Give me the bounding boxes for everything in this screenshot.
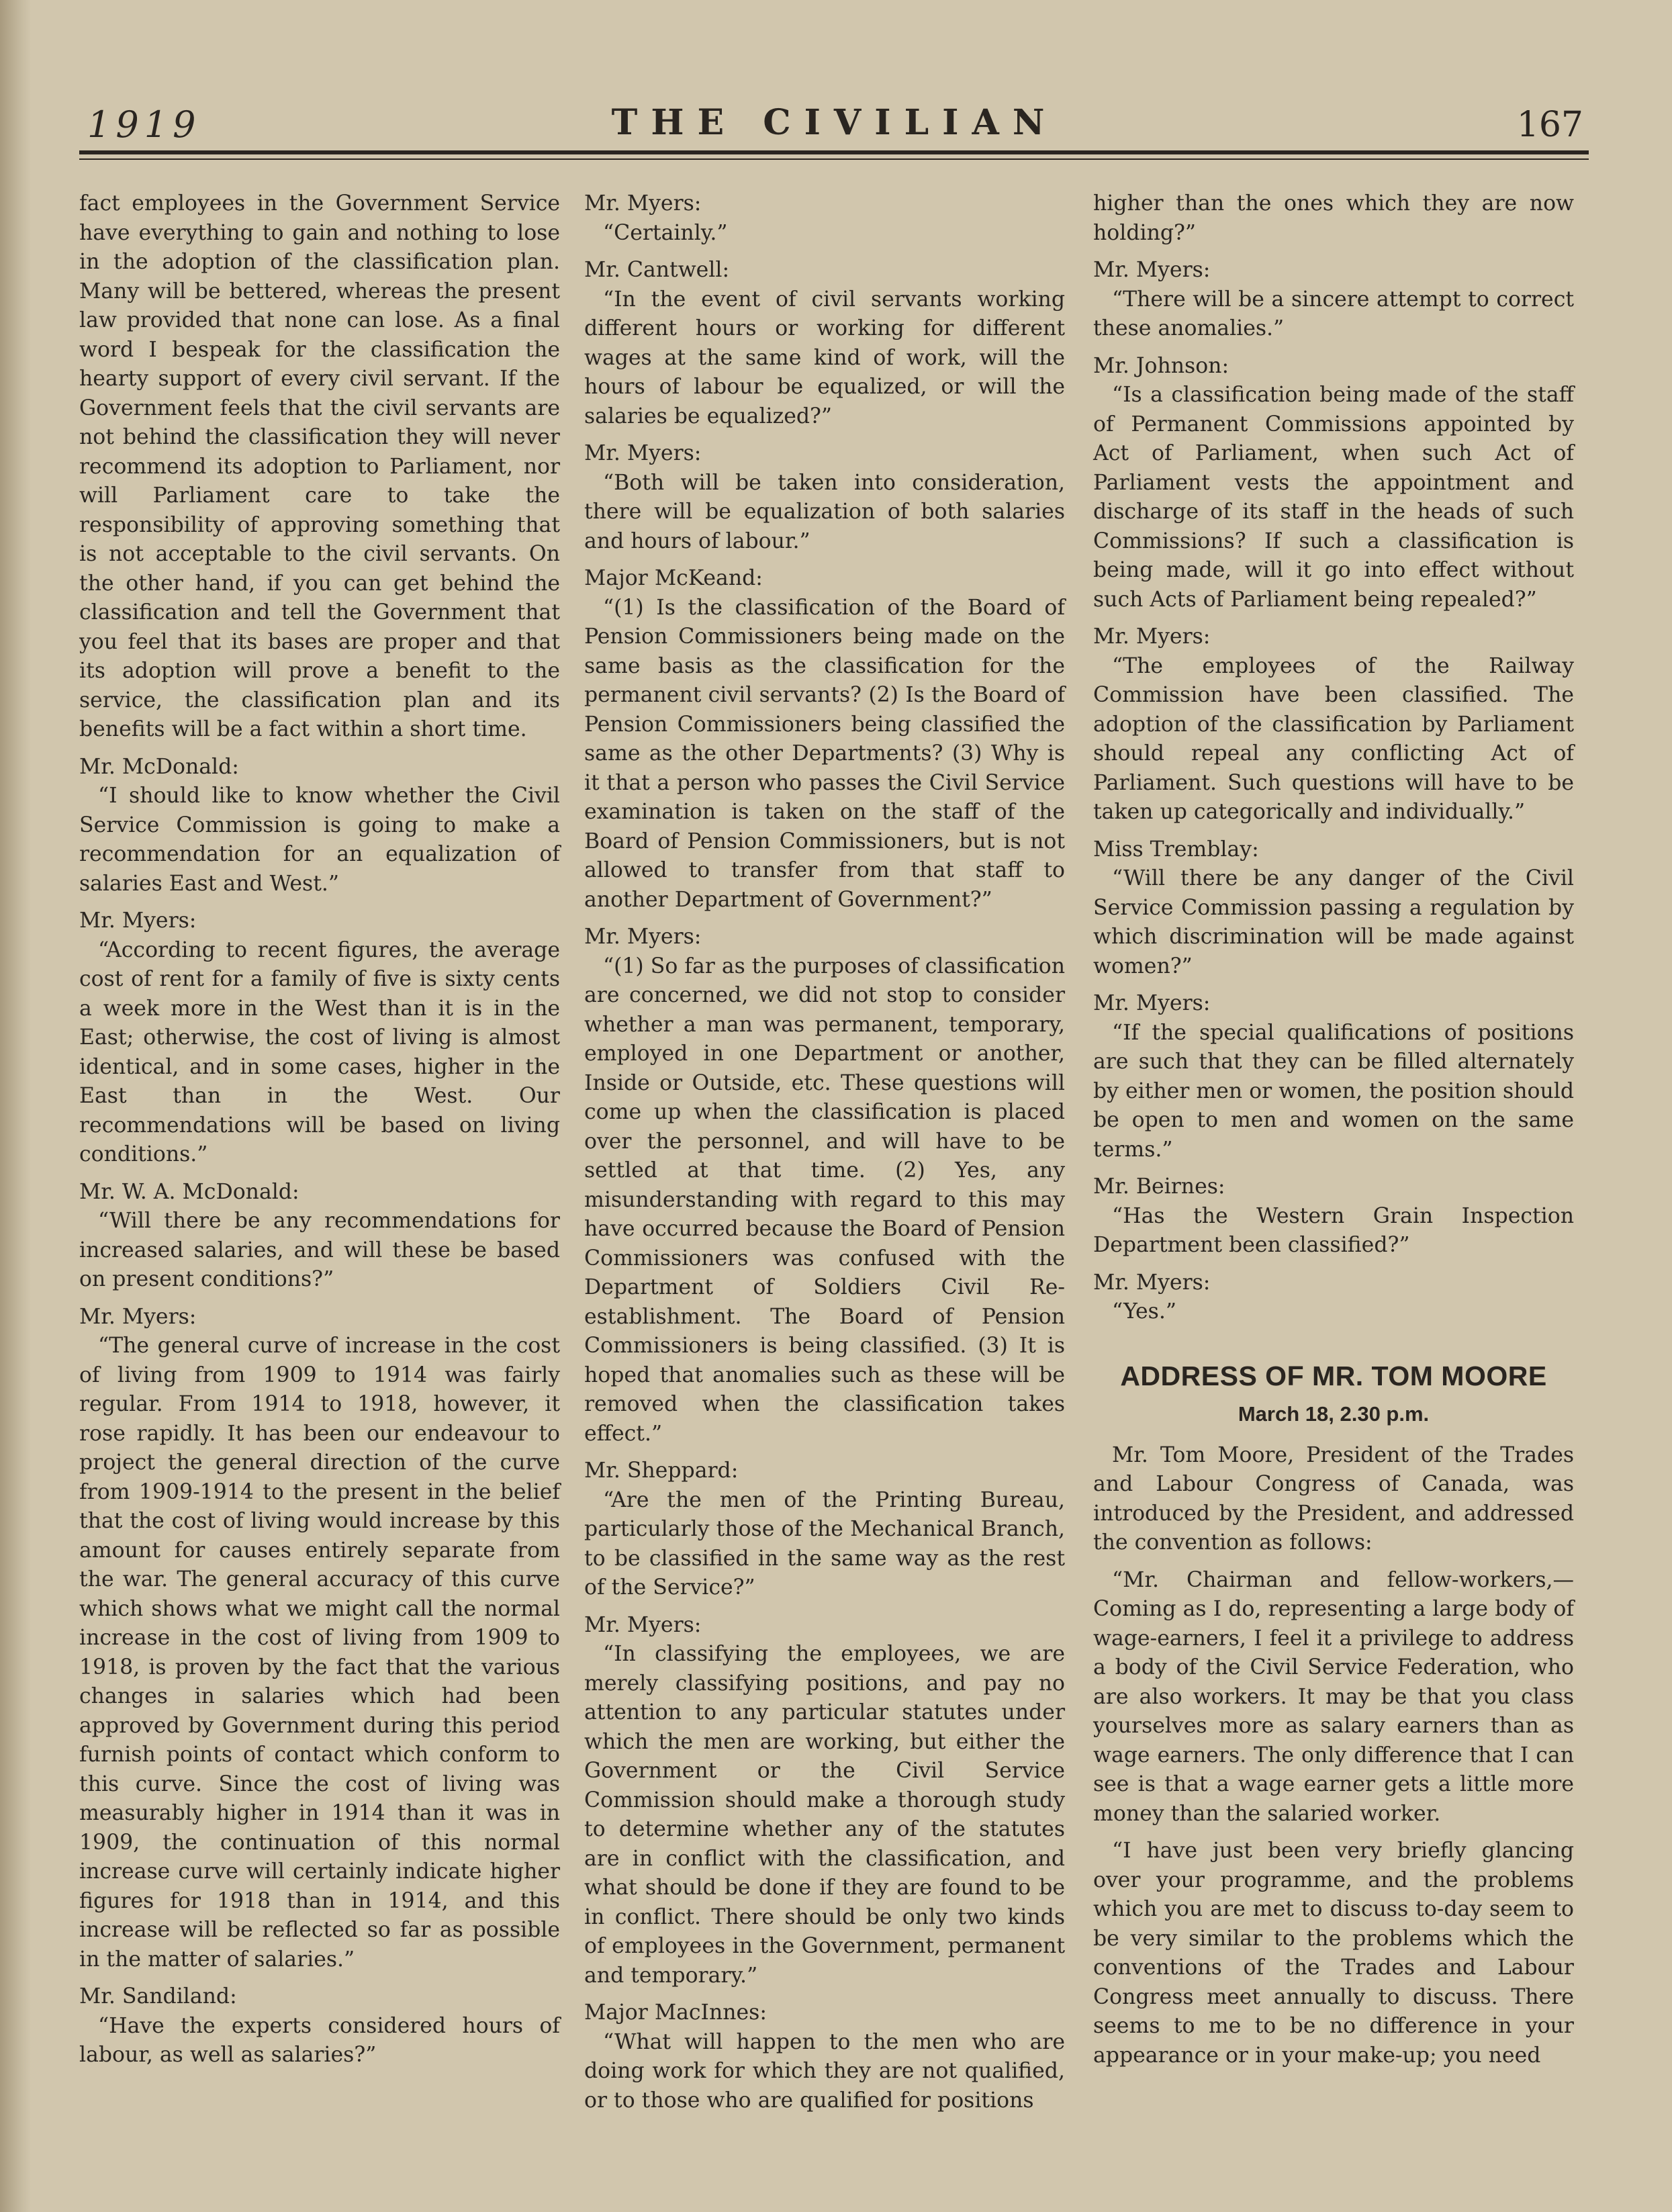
speaker-label: Mr. Myers: [1093, 625, 1211, 649]
quote-paragraph: “Is a classification being made of the staff of Permanent Commissions appointed by Act of Parliament, when such Act of Parliament vests the appointment and discharge of its staff in the heads of such Commissions? If such a classification is being made, will it go into effect without such Acts of Parliament being repealed?” [1093, 383, 1574, 612]
quote-paragraph: “According to recent figures, the average cost of rent for a family of five is sixty cents a week more in the West than it is in the East; otherwise, the cost of living is almost identical, and in some cases, higher in the East than in the West. Our recommendations will be based on living conditions.” [79, 937, 560, 1166]
speaker-label: Miss Tremblay: [1093, 837, 1259, 862]
speaker-label: Mr. Johnson: [1093, 353, 1229, 378]
quote-paragraph: “(1) So far as the purposes of classification are concerned, we did not stop to consider whether a man was permanent, temporary, employed in one Department or another, Inside or Outside, etc. These questions will come up when the classification is placed over the personnel, and will have to be settled at that time. (2) Yes, any misunderstanding with regard to this may have occurred because the Board of Pension Commissioners was confused with the Department of Soldiers Civil Re-establishment. The Board of Pension Commissioners is being classified. (3) It is hoped that anomalies such as these will be removed when the classification takes effect.” [584, 954, 1065, 1446]
quote-paragraph: “Both will be taken into consideration, there will be equalization of both salaries and hours of labour.” [584, 470, 1065, 553]
quote-paragraph: “(1) Is the classification of the Board of Pension Commissioners being made on the same basis as the classification for the permanent civil servants? (2) Is the Board of Pension Commissioners being classified the same as the other Departments? (3) Why is it that a person who passes the Civil Service examination is taken on the staff of the Board of Pension Commissioners, but is not allowed to transfer from that staff to another Department of Government?” [584, 595, 1065, 912]
quote-paragraph: higher than the ones which they are now holding?” [1093, 191, 1574, 245]
quote-paragraph: “Have the experts considered hours of labour, as well as salaries?” [79, 2013, 560, 2067]
publication-title: THE CIVILIAN [611, 102, 1058, 143]
speaker-label: Mr. McDonald: [79, 754, 239, 779]
quote-paragraph: “I should like to know whether the Civil Service Commission is going to make a recommendation for an equalization of salaries East and West.” [79, 784, 560, 896]
speaker-label: Major MacInnes: [584, 2000, 767, 2025]
quote-paragraph: “Certainly.” [603, 220, 728, 245]
header-rule-thin [79, 158, 1589, 160]
quote-paragraph: “The employees of the Railway Commission have been classified. The adoption of the classification by Parliament should repeal any conflicting Act of Parliament. Such questions will have to be taken up categorically and individually.” [1093, 653, 1574, 824]
quote-paragraph: “What will happen to the men who are doing work for which they are not qualified, or to those who are qualified for positions [584, 2029, 1065, 2113]
speaker-label: Mr. Myers: [1093, 258, 1211, 282]
speaker-label: Mr. Sandiland: [79, 1984, 237, 2009]
quote-paragraph: “Will there be any recommendations for increased salaries, and will these be based on present conditions?” [79, 1209, 560, 1291]
quote-paragraph: “Yes.” [1112, 1299, 1176, 1324]
speaker-label: Mr. Myers: [584, 191, 702, 216]
speaker-label: Mr. Myers: [1093, 991, 1211, 1015]
speaker-label: Mr. Sheppard: [584, 1459, 739, 1483]
quote-paragraph: “In the event of civil servants working different hours or working for different wages at the same kind of work, will the hours of labour be equalized, or will the salaries be equalized?” [584, 287, 1065, 428]
speaker-label: Mr. Myers: [584, 441, 702, 465]
page-number: 167 [1516, 105, 1583, 145]
header-year: 1919 [87, 103, 201, 146]
speaker-label: Mr. Myers: [79, 909, 197, 933]
speaker-label: Mr. Myers: [584, 1612, 702, 1637]
quote-paragraph: “There will be a sincere attempt to correct these anomalies.” [1093, 287, 1574, 340]
quote-paragraph: “Are the men of the Printing Bureau, particularly those of the Mechanical Branch, to be classified in the same way as the rest of the Service?” [584, 1487, 1065, 1600]
section-date: March 18, 2.30 p.m. [1238, 1401, 1430, 1426]
speaker-label: Mr. Cantwell: [584, 258, 730, 282]
speaker-label: Major McKeand: [584, 566, 763, 590]
paragraph: “Mr. Chairman and fellow-workers,— Coming as I do, representing a large body of wage-earners, I feel it a privilege to address a body of the Civil Service Federation, who are also workers. It may be that you class yourselves more as salary earners than as wage earners. The only difference that I can see is that a wage earner gets a little more money than the salaried worker. [1093, 1567, 1574, 1826]
speaker-label: Mr. Myers: [79, 1304, 197, 1329]
quote-paragraph: “The general curve of increase in the cost of living from 1909 to 1914 was fairly regular. From 1914 to 1918, however, it rose rapidly. It has been our endeavour to project the general direction of the curve from 1909-1914 to the present in the belief that the cost of living would increase by this amount for causes entirely separate from the war. The general accuracy of this curve which shows what we might call the normal increase in the cost of living from 1909 to 1918, is proven by the fact that the various changes in salaries which had been approved by Government during this period furnish points of contact which conform to this curve. Since the cost of living was measurably higher in 1914 than it was in 1909, the continuation of this normal increase curve will certainly indicate higher figures for 1918 than in 1914, and this increase will be reflected so far as possible in the matter of salaries.” [79, 1334, 560, 1972]
running-header [86, 102, 1583, 146]
page-binding-shadow [0, 0, 31, 2212]
quote-paragraph: “In classifying the employees, we are merely classifying positions, and pay no attention to any particular statutes under which the men are working, but either the Government or the Civil Service Commission should make a thorough study to determine whether any of the statutes are in conflict with the classification, and what should be done if they are found to be in conflict. There should be only two kinds of employees in the Government, permanent and temporary.” [584, 1642, 1065, 1988]
speaker-label: Mr. Myers: [1093, 1270, 1211, 1295]
quote-paragraph: “Has the Western Grain Inspection Department been classified?” [1093, 1203, 1574, 1257]
paragraph: fact employees in the Government Service have everything to gain and nothing to lose in the adoption of the classification plan. Many will be bettered, whereas the present law provided that none can lose. As a final word I bespeak for the classification the hearty support of every civil servant. If the Government feels that the civil servants are not behind the classification they will never recommend its adoption to Parliament, nor will Parliament care to take the responsibility of approving something that is not acceptable to the civil servants. On the other hand, if you can get behind the classification and tell the Government that you feel that its bases are proper and that its adoption will prove a benefit to the service, the classification plan and its benefits will be a fact within a short time. [79, 191, 560, 741]
text-column-2 [584, 189, 1065, 2123]
speaker-label: Mr. W. A. McDonald: [79, 1179, 299, 1204]
section-heading: ADDRESS OF MR. TOM MOORE [1120, 1360, 1547, 1391]
paragraph: Mr. Tom Moore, President of the Trades and Labour Congress of Canada, was introduced by the President, and addressed the convention as follows: [1093, 1442, 1574, 1555]
speaker-label: Mr. Beirnes: [1093, 1174, 1225, 1199]
quote-paragraph: “If the special qualifications of positions are such that they can be filled alternately by either men or women, the position should be open to men and women on the same terms.” [1093, 1020, 1574, 1162]
text-column-1 [79, 189, 560, 2078]
text-column-3 [1093, 189, 1574, 2078]
paragraph: “I have just been very briefly glancing over your programme, and the problems which you are met to discuss to-day seem to be very similar to the problems which the conventions of the Trades and Labour Congress meet annually to discuss. There seems to me to be no difference in your appearance or in your make-up; you need [1093, 1839, 1574, 2068]
speaker-label: Mr. Myers: [584, 925, 702, 949]
header-rule-thick [79, 150, 1589, 154]
quote-paragraph: “Will there be any danger of the Civil Service Commission passing a regulation by which discrimination will be made against women?” [1093, 866, 1574, 978]
